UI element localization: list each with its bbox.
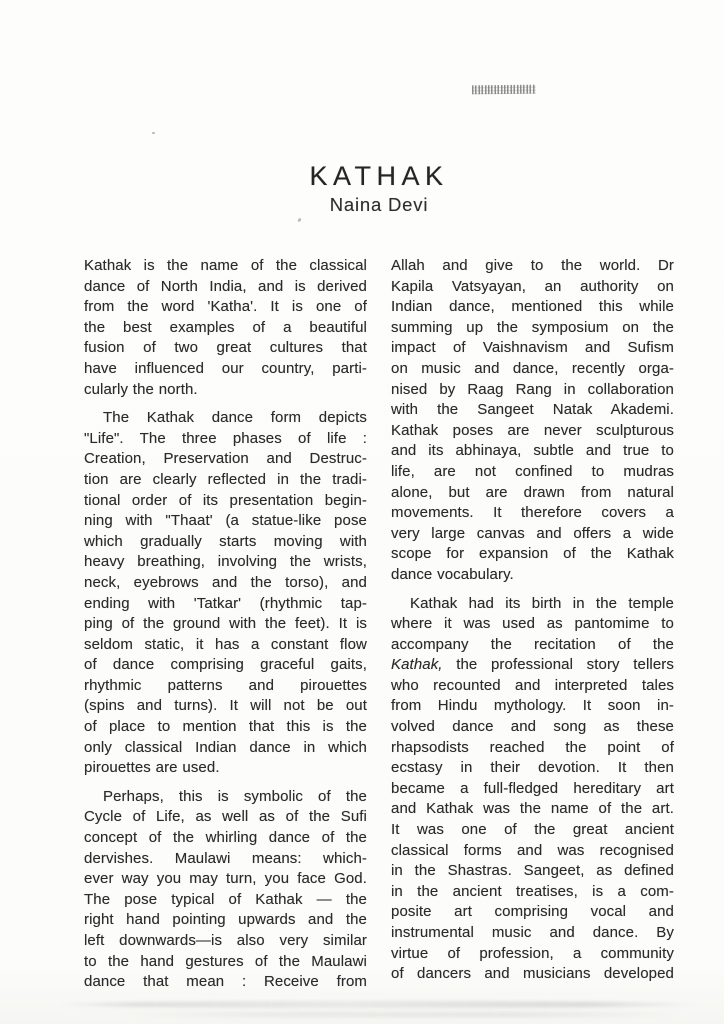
text-line: The pose typical of Kathak — the: [84, 890, 367, 908]
text-line: summing up the symposium on the: [391, 318, 674, 336]
text-line: dervishes. Maulawi means: which-: [84, 849, 367, 867]
text-line: ning with "Thaat' (a statue-like pose: [84, 512, 367, 530]
text-line: neck, eyebrows and the torso), and: [84, 573, 367, 591]
text-line: from Hindu mythology. It soon in-: [391, 697, 674, 715]
text-line: in the Shastras. Sangeet, as defined: [391, 862, 674, 880]
text-line: of place to mention that this is the: [84, 718, 367, 736]
paragraph: [84, 787, 367, 993]
text-line: ecstasy in their devotion. It then: [391, 759, 674, 777]
text-line: accompany the recitation of the: [391, 635, 674, 653]
text-line: Kathak poses are never sculpturous: [391, 421, 674, 439]
text-line: with the Sangeet Natak Akademi.: [391, 401, 674, 419]
text-line: dance of North India, and is derived: [84, 277, 367, 295]
text-line: movements. It therefore covers a: [391, 504, 674, 522]
text-line: to the hand gestures of the Maulawi: [84, 952, 367, 970]
paragraph: [84, 408, 367, 779]
text-line: "Life". The three phases of life :: [84, 429, 367, 447]
right-column: [391, 256, 674, 993]
text-line: who recounted and interpreted tales: [391, 676, 674, 694]
text-line: in the ancient treatises, is a com-: [391, 882, 674, 900]
text-line: left downwards—is also very similar: [84, 932, 367, 949]
text-line: Kathak had its birth in the temple: [410, 594, 674, 612]
text-line: dance vocabulary.: [391, 565, 514, 583]
text-line: alone, but are drawn from natural: [391, 483, 674, 501]
text-line: (spins and turns). It will not be out: [84, 697, 367, 715]
text-line: of dance comprising graceful gaits,: [84, 656, 367, 674]
text-line: Kathak, the professional story tellers: [391, 656, 674, 674]
text-line: of dancers and musicians developed: [391, 965, 674, 983]
scan-edge-artifact: [120, 1012, 680, 1017]
text-line: instrumental music and dance. By: [391, 924, 674, 941]
text-line: and its abhinaya, subtle and true to: [391, 442, 674, 460]
text-line: posite art comprising vocal and: [391, 903, 674, 921]
article-title: KATHAK: [309, 161, 449, 192]
paragraph: [391, 594, 674, 985]
left-column: [84, 256, 367, 993]
text-line: Cycle of Life, as well as of the Sufi: [84, 808, 367, 826]
text-line: ping of the ground with the feet). It is: [84, 615, 367, 633]
text-line: heavy breathing, involving the wrists,: [84, 553, 367, 571]
text-line: concept of the whirling dance of the: [84, 829, 367, 847]
text-line: seldom static, it has a constant flow: [84, 635, 367, 653]
text-line: have influenced our country, parti-: [84, 359, 367, 377]
text-line: on music and dance, recently orga-: [391, 359, 674, 377]
text-line: Allah and give to the world. Dr: [391, 257, 674, 274]
text-line: ever way you may turn, you face God.: [84, 870, 367, 888]
article-author: Naina Devi: [329, 194, 429, 215]
text-line: and Kathak was the name of the art.: [391, 800, 674, 818]
text-line: rhapsodists reached the point of: [391, 738, 674, 756]
text-line: Kathak is the name of the classical: [84, 257, 367, 274]
text-line: where it was used as pantomime to: [391, 615, 674, 633]
text-line: impact of Vaishnavism and Sufism: [391, 339, 674, 357]
text-line: became a full-fledged hereditary art: [391, 779, 674, 797]
text-line: Indian dance, mentioned this while: [391, 298, 674, 316]
scan-edge-artifact: [55, 1001, 705, 1008]
scan-smudge-artifact: [472, 85, 536, 95]
text-line: Perhaps, this is symbolic of the: [103, 787, 367, 805]
text-line: volved dance and song as these: [391, 718, 674, 736]
scan-speck-artifact: [297, 218, 301, 223]
text-line: very large canvas and offers a wide: [391, 524, 674, 542]
text-line: dance that mean : Receive from: [84, 973, 367, 991]
text-line: fusion of two great cultures that: [84, 339, 367, 357]
text-line: It was one of the great ancient: [391, 821, 674, 839]
paragraph: [391, 256, 674, 586]
scan-speck-artifact: [152, 132, 155, 134]
text-line: which gradually starts moving with: [84, 532, 367, 550]
text-line: the best examples of a beautiful: [84, 318, 367, 336]
text-line: cularly the north.: [84, 380, 198, 398]
italic-word: Kathak,: [391, 656, 443, 674]
text-line: Creation, Preservation and Destruc-: [84, 450, 367, 468]
text-line: Kapila Vatsyayan, an authority on: [391, 277, 674, 295]
text-line: only classical Indian dance in which: [84, 738, 367, 756]
paragraph: [84, 256, 367, 400]
text-line: rhythmic patterns and pirouettes: [84, 676, 367, 694]
text-line: life, are not confined to mudras: [391, 462, 674, 480]
text-line: virtue of profession, a community: [391, 944, 674, 962]
text-line: pirouettes are used.: [84, 759, 220, 777]
text-line: tion are clearly reflected in the tradi-: [84, 470, 367, 488]
text-line: ending with 'Tatkar' (rhythmic tap-: [84, 594, 367, 612]
text-line: nised by Raag Rang in collaboration: [391, 380, 674, 398]
two-column-body: [84, 256, 674, 993]
text-line: right hand pointing upwards and the: [84, 911, 367, 929]
text-line: The Kathak dance form depicts: [103, 409, 367, 427]
text-line: tional order of its presentation begin-: [84, 491, 367, 509]
text-line: from the word 'Katha'. It is one of: [84, 298, 367, 316]
text-line: classical forms and was recognised: [391, 841, 674, 859]
text-line: scope for expansion of the Kathak: [391, 545, 674, 563]
